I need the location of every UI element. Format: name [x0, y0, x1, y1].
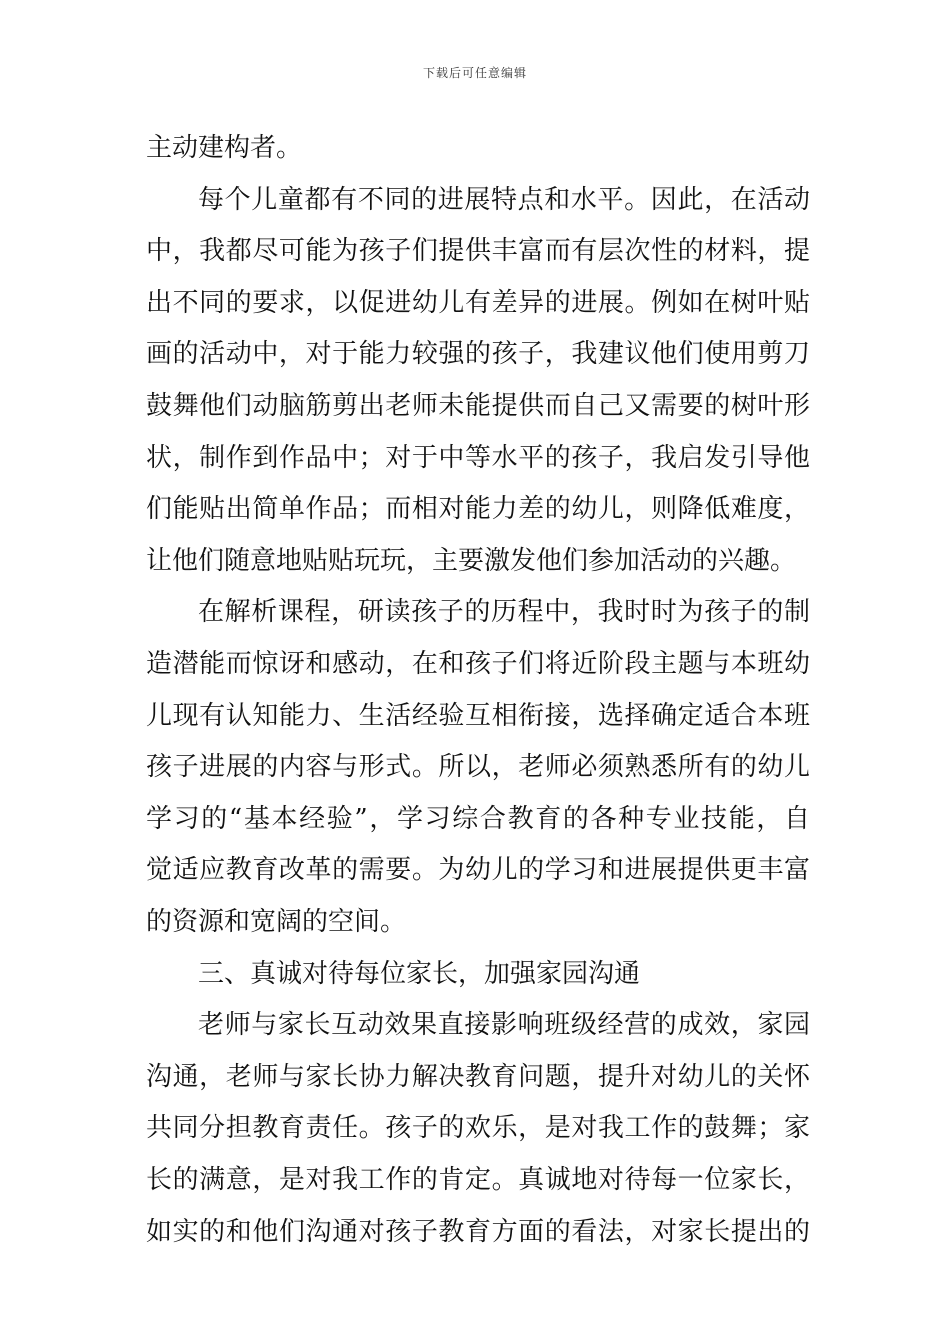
- text-line: 让他们随意地贴贴玩玩，主要激发他们参加活动的兴趣。: [146, 546, 797, 576]
- text-line: 老师与家长互动效果直接影响班级经营的成效，家园: [198, 1010, 810, 1040]
- text-line: 如实的和他们沟通对孩子教育方面的看法，对家长提出的: [146, 1217, 810, 1247]
- text-line: 主动建构者。: [146, 133, 303, 163]
- text-line: 每个儿童都有不同的进展特点和水平。因此，在活动: [198, 185, 810, 215]
- text-line: 鼓舞他们动脑筋剪出老师未能提供而自己又需要的树叶形: [146, 391, 810, 421]
- section-heading: 三、真诚对待每位家长，加强家园沟通: [198, 959, 641, 989]
- text-line: 孩子进展的内容与形式。所以，老师必须熟悉所有的幼儿: [146, 752, 810, 782]
- text-line: 觉适应教育改革的需要。为幼儿的学习和进展提供更丰富: [146, 855, 810, 885]
- text-line: 中，我都尽可能为孩子们提供丰富而有层次性的材料，提: [146, 236, 810, 266]
- text-line: 学习的“基本经验”，学习综合教育的各种专业技能，自: [146, 804, 810, 834]
- text-line: 造潜能而惊讶和感动，在和孩子们将近阶段主题与本班幼: [146, 649, 810, 679]
- text-line: 画的活动中，对于能力较强的孩子，我建议他们使用剪刀: [146, 339, 810, 369]
- text-line: 沟通，老师与家长协力解决教育问题，提升对幼儿的关怀: [146, 1062, 810, 1092]
- text-line: 共同分担教育责任。孩子的欢乐，是对我工作的鼓舞；家: [146, 1113, 810, 1143]
- text-line: 儿现有认知能力、生活经验互相衔接，选择确定适合本班: [146, 701, 810, 731]
- text-line: 在解析课程，研读孩子的历程中，我时时为孩子的制: [198, 597, 810, 627]
- page-header: 下载后可任意编辑: [422, 66, 527, 80]
- text-line: 状，制作到作品中；对于中等水平的孩子，我启发引导他: [146, 443, 810, 473]
- text-line: 长的满意，是对我工作的肯定。真诚地对待每一位家长，: [146, 1165, 810, 1195]
- text-line: 出不同的要求，以促进幼儿有差异的进展。例如在树叶贴: [146, 288, 810, 318]
- text-line: 们能贴出简单作品；而相对能力差的幼儿，则降低难度，: [146, 494, 810, 524]
- text-line: 的资源和宽阔的空间。: [146, 907, 407, 937]
